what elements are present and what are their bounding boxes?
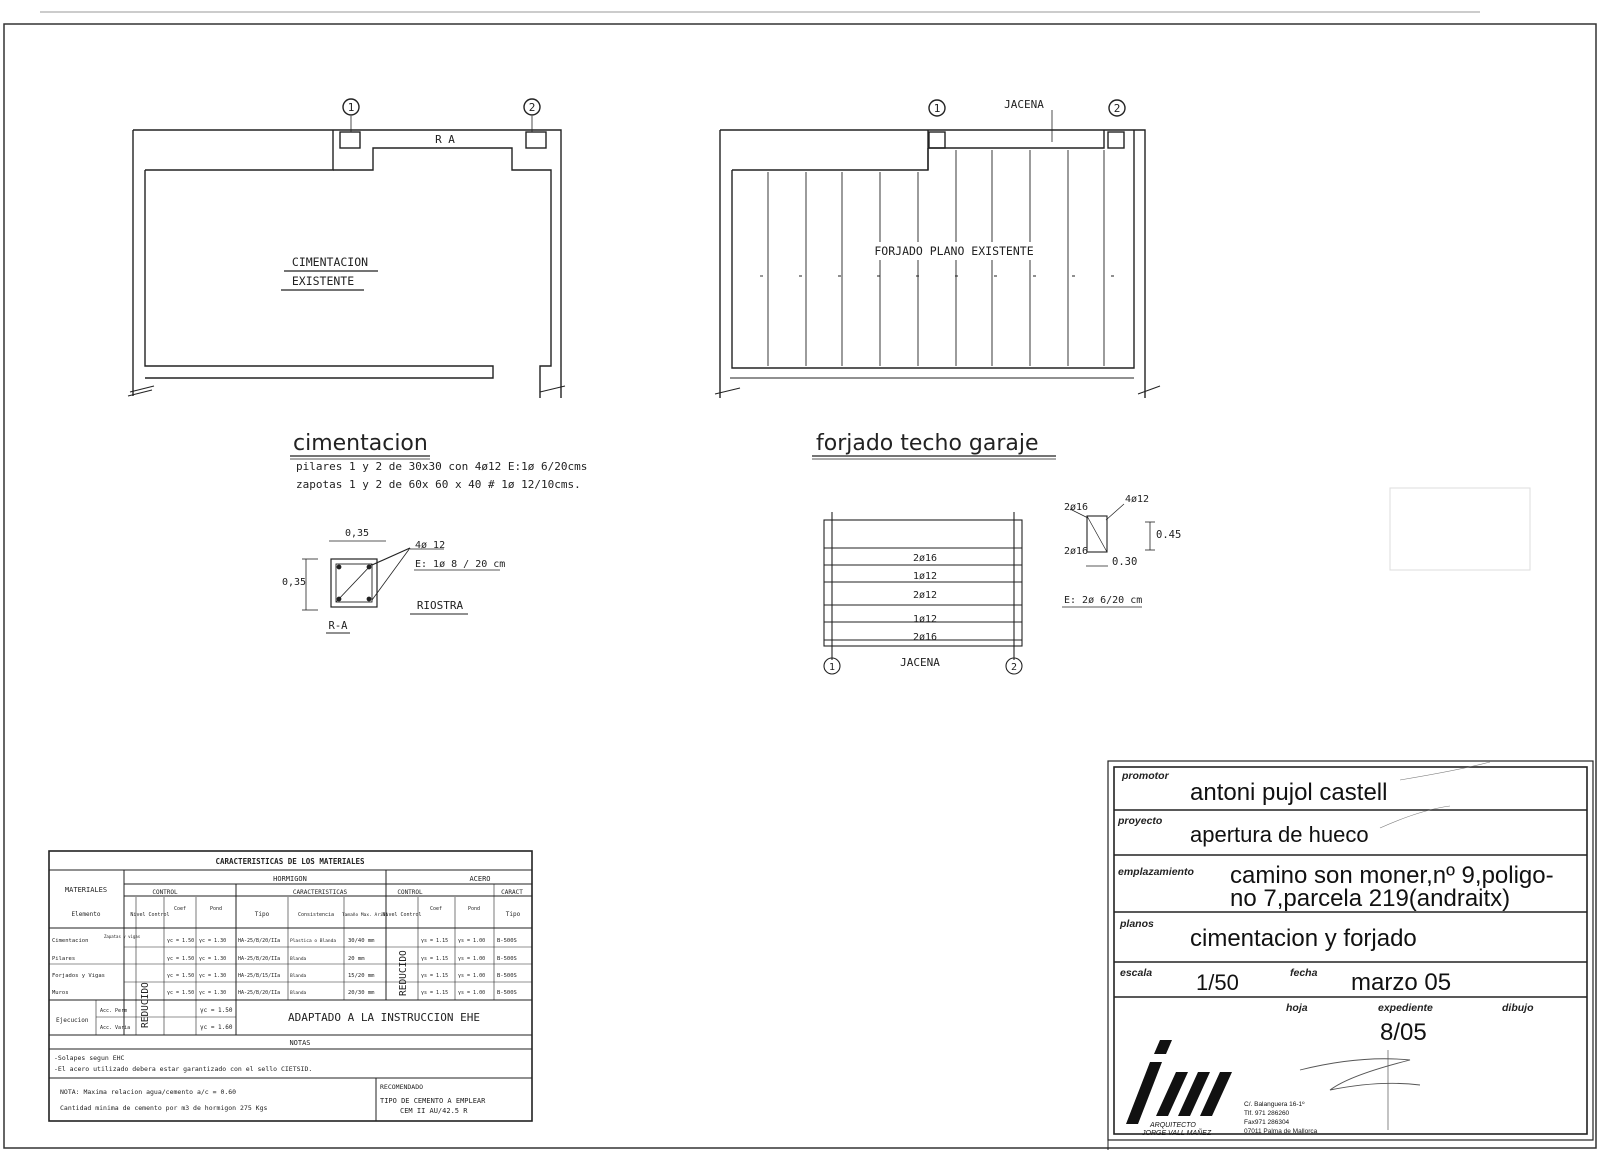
materials-cell-c1: γc = 1.50 (167, 956, 195, 962)
jacena-detail-name: JACENA (900, 656, 940, 669)
materials-cell-tipo: HA-25/B/20/IIa (238, 990, 281, 996)
materials-cell-tam: 30/40 mm (348, 938, 375, 944)
materials-cell-a2: γs = 1.00 (458, 938, 486, 944)
sub-coef-acero: Coef (429, 906, 443, 912)
jacena-grid-2: 2 (1010, 662, 1018, 673)
cimentacion-note-zapatas: zapotas 1 y 2 de 60x 60 x 40 # 1ø 12/10cms. (296, 478, 581, 491)
col-control: CONTROL (152, 889, 178, 896)
acc-perm-label: Acc. Perm (100, 1008, 128, 1014)
faint-stamp (1390, 488, 1530, 570)
materials-cell-c2: γc = 1.30 (199, 973, 227, 979)
materials-cell-cons: Blanda (290, 991, 307, 996)
materials-cell-el: Muros (52, 990, 69, 996)
materials-rows (52, 934, 517, 996)
jacena-section-top: 2ø16 (1064, 502, 1089, 513)
riostra-width: 0,35 (344, 528, 370, 539)
materials-cell-a1: γs = 1.15 (421, 938, 449, 944)
logo-text-arquitecto: ARQUITECTO (1150, 1122, 1196, 1129)
signature (1300, 1059, 1420, 1090)
adaptado-ehe: ADAPTADO A LA INSTRUCCION EHE (287, 1011, 481, 1024)
materials-cell-cons: Plastica o Blanda (290, 939, 337, 944)
hoja-label: hoja (1286, 1002, 1308, 1014)
escala-value: 1/50 (1196, 970, 1239, 995)
materials-cell-tam: 15/20 mm (348, 973, 375, 979)
fecha-label: fecha (1290, 967, 1318, 979)
materials-cell-a1: γs = 1.15 (421, 990, 449, 996)
jacena-section-height: 0.45 (1156, 529, 1182, 541)
nota-1: -Solapes segun EHC (54, 1054, 125, 1062)
sub-nivel: Nivel Control (130, 912, 170, 918)
proyecto-label: proyecto (1118, 815, 1163, 827)
cimentacion-title: cimentacion (293, 431, 428, 456)
materials-cell-c1: γc = 1.50 (167, 938, 195, 944)
riostra-name: RIOSTRA (416, 599, 464, 612)
materials-cell-cons: Blanda (290, 974, 307, 979)
jacena-section-stirrups: E: 2ø 6/20 cm (1064, 595, 1143, 606)
col-hormigon: HORMIGON (273, 875, 307, 883)
escala-label: escala (1120, 967, 1153, 979)
nota-3: NOTA: Maxima relacion agua/cemento a/c = 0.60 (60, 1088, 237, 1096)
jacena-rebar-5: 2ø16 (912, 632, 938, 643)
forjado-grid-2: 2 (1113, 102, 1121, 115)
address-line2: Tlf. 971 286260 (1244, 1110, 1290, 1117)
materials-cell-c1: γc = 1.50 (167, 973, 195, 979)
ejecucion-label: Ejecucion (56, 1017, 89, 1024)
materials-cell-el: Forjados y Vigas (52, 973, 105, 979)
fecha-value: marzo 05 (1351, 969, 1452, 996)
ejecucion-perm-value: γc = 1.50 (200, 1007, 233, 1014)
address-line4: 07011 Palma de Mallorca (1244, 1128, 1318, 1135)
emplazamiento-label: emplazamiento (1118, 866, 1194, 878)
planos-value: cimentacion y forjado (1190, 925, 1417, 952)
sub-pond-acero: Pond (467, 906, 481, 912)
materials-cell-tipo: HA-25/B/20/IIa (238, 956, 281, 962)
sub-tamano: Tamaño Max. Arido (341, 913, 389, 918)
expediente-label: expediente (1378, 1002, 1433, 1014)
grid-marker-2-label: 2 (528, 101, 536, 114)
sub-pond: Pond (209, 906, 223, 912)
col-caract-acero: CARACT (501, 889, 523, 896)
sub-tipo: Tipo (254, 911, 270, 918)
materials-cell-el: Pilares (52, 956, 76, 962)
emplazamiento-line1: camino son moner,nº 9,poligo- (1230, 862, 1554, 889)
materials-cell-el2: Zapatas y vigas (104, 934, 141, 939)
jacena-rebar-4: 1ø12 (912, 614, 938, 625)
jacena-section-width: 0.30 (1112, 556, 1138, 568)
sub-tipo-acero: Tipo (505, 911, 521, 918)
reducido-hormigon: REDUCIDO (140, 982, 151, 1028)
promotor-value: antoni pujol castell (1190, 779, 1388, 806)
address-line1: C/. Balanguera 16-1º (1244, 1101, 1305, 1108)
materials-cell-cons: Blanda (290, 957, 307, 962)
area-label-line2: EXISTENTE (291, 274, 355, 288)
dibujo-label: dibujo (1502, 1002, 1534, 1014)
materials-cell-at: B-500S (497, 938, 517, 944)
grid-marker-1-label: 1 (347, 101, 355, 114)
materials-cell-at: B-500S (497, 990, 517, 996)
materials-cell-at: B-500S (497, 956, 517, 962)
architect-logo (1126, 1040, 1232, 1124)
ejecucion-varia-value: γc = 1.60 (200, 1024, 233, 1031)
cimentacion-plan (128, 99, 565, 398)
reducido-acero: REDUCIDO (398, 950, 409, 996)
address-line3: Fax971 286304 (1244, 1119, 1290, 1126)
riostra-bars: 4ø 12 (415, 540, 446, 551)
beam-label: R A (435, 133, 455, 146)
jacena-rebar-2: 1ø12 (912, 571, 938, 582)
jacena-rebar-1: 2ø16 (912, 553, 938, 564)
nota-4: Cantidad minima de cemento por m3 de hormigon 275 Kgs (60, 1104, 268, 1112)
materials-cell-c2: γc = 1.30 (199, 956, 227, 962)
riostra-height: 0,35 (281, 577, 307, 588)
materials-cell-tam: 20 mm (348, 956, 365, 962)
pillar-1 (340, 132, 360, 148)
planos-label: planos (1120, 918, 1154, 930)
riostra-stirrups: E: 1ø 8 / 20 cm (415, 559, 506, 570)
forjado-grid-1: 1 (933, 102, 941, 115)
proyecto-value: apertura de hueco (1190, 822, 1369, 847)
materials-cell-a1: γs = 1.15 (421, 956, 449, 962)
forjado-title: forjado techo garaje (816, 431, 1039, 456)
nota-2: -El acero utilizado debera estar garantizado con el sello CIETSID. (54, 1065, 313, 1073)
notas-header: NOTAS (289, 1039, 311, 1047)
table-title: CARACTERISTICAS DE LOS MATERIALES (215, 857, 365, 866)
materials-cell-a2: γs = 1.00 (458, 973, 486, 979)
col-caracteristicas: CARACTERISTICAS (292, 889, 348, 896)
sub-coef: Coef (173, 906, 187, 912)
materials-cell-tam: 20/30 mm (348, 990, 375, 996)
materials-cell-c2: γc = 1.30 (199, 938, 227, 944)
pillar-2 (526, 132, 546, 148)
jacena-grid-1: 1 (828, 662, 836, 673)
forjado-jacena-label: JACENA (1004, 98, 1044, 111)
materials-cell-c1: γc = 1.50 (167, 990, 195, 996)
tipo-cemento-value: CEM II AU/42.5 R (400, 1107, 468, 1115)
materials-cell-at: B-500S (497, 973, 517, 979)
materials-table (49, 851, 532, 1121)
jacena-rebar-3: 2ø12 (912, 590, 938, 601)
materials-cell-tipo: HA-25/B/20/IIa (238, 938, 281, 944)
forjado-area-label: FORJADO PLANO EXISTENTE (874, 244, 1034, 258)
jacena-section-bottom: 2ø16 (1064, 546, 1089, 557)
sub-nivel-acero: Nivel Control (382, 912, 422, 918)
col-acero: ACERO (469, 875, 491, 883)
riostra-section: R-A (328, 620, 348, 632)
materials-cell-a2: γs = 1.00 (458, 990, 486, 996)
promotor-label: promotor (1122, 770, 1169, 782)
materials-cell-el: Cimentacion (52, 938, 89, 944)
acc-varia-label: Acc. Varia (100, 1025, 131, 1031)
expediente-value: 8/05 (1380, 1019, 1427, 1046)
col-materiales: MATERIALES (64, 886, 108, 894)
logo-text-name: JORGE VALL MAÑEZ (1142, 1130, 1212, 1137)
tipo-cemento-label: TIPO DE CEMENTO A EMPLEAR (380, 1097, 486, 1105)
sub-consistencia: Consistencia (297, 912, 335, 918)
materials-cell-tipo: HA-25/B/15/IIa (238, 973, 281, 979)
materials-cell-c2: γc = 1.30 (199, 990, 227, 996)
sub-elemento: Elemento (71, 911, 101, 918)
cimentacion-note-pilares: pilares 1 y 2 de 30x30 con 4ø12 E:1ø 6/20cms (296, 460, 588, 473)
recomendado-label: RECOMENDADO (380, 1083, 424, 1091)
riostra-beam (333, 148, 551, 398)
materials-cell-a2: γs = 1.00 (458, 956, 486, 962)
emplazamiento-line2: no 7,parcela 219(andraitx) (1230, 885, 1511, 912)
materials-cell-a1: γs = 1.15 (421, 973, 449, 979)
area-label-line1: CIMENTACION (291, 255, 369, 269)
col-control-acero: CONTROL (397, 889, 423, 896)
jacena-section-top-right: 4ø12 (1125, 494, 1150, 505)
